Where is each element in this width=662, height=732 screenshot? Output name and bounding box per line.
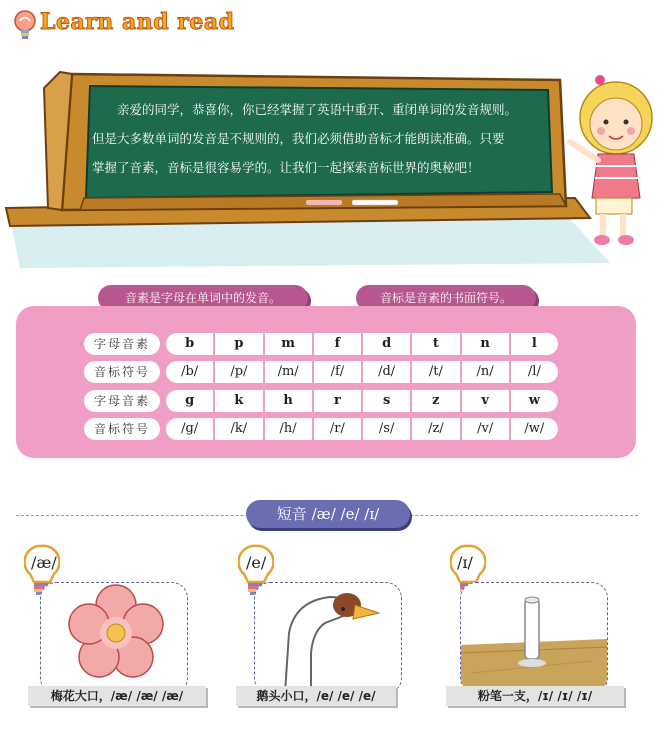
- table-row: [166, 418, 558, 440]
- phoneme-definition-pill: 音素是字母在单词中的发音。: [98, 285, 308, 311]
- row-label: 字母音素: [84, 390, 160, 412]
- table-cell: /s/: [363, 418, 412, 440]
- row-label: 字母音素: [84, 333, 160, 355]
- table-cell: r: [314, 390, 363, 412]
- table-cell: n: [462, 333, 511, 355]
- phoneme-symbol: /æ/: [31, 553, 57, 572]
- phoneme-caption: 粉笔一支，/ɪ/ /ɪ/ /ɪ/: [446, 686, 624, 706]
- table-row: [166, 333, 558, 355]
- phoneme-card: [254, 582, 402, 694]
- phoneme-card: [460, 582, 608, 694]
- chalk-image: [461, 583, 607, 693]
- table-cell: d: [363, 333, 412, 355]
- chalkboard-text: [92, 95, 560, 182]
- table-cell: /r/: [314, 418, 363, 440]
- phoneme-card: [40, 582, 188, 694]
- section-title: 短音 /æ/ /e/ /ɪ/: [246, 500, 410, 528]
- table-row: [166, 390, 558, 412]
- table-cell: v: [462, 390, 511, 412]
- lightbulb-icon: [12, 10, 38, 40]
- table-cell: p: [215, 333, 264, 355]
- table-cell: t: [412, 333, 461, 355]
- table-cell: /t/: [412, 361, 461, 383]
- board-line: 亲爱的同学，恭喜你，你已经掌握了英语中重开、重闭单词的发音规则。: [117, 102, 518, 117]
- table-cell: /m/: [265, 361, 314, 383]
- table-cell: /d/: [363, 361, 412, 383]
- table-cell: /l/: [527, 364, 541, 379]
- table-cell: z: [412, 390, 461, 412]
- phoneme-caption: 鹅头小口，/e/ /e/ /e/: [236, 686, 396, 706]
- table-cell: /p/: [215, 361, 264, 383]
- table-cell: w: [528, 393, 540, 408]
- table-cell: /g/: [166, 418, 215, 440]
- table-cell: s: [363, 390, 412, 412]
- table-cell: g: [166, 390, 215, 412]
- phoneme-symbol: /e/: [246, 553, 267, 572]
- table-cell: /b/: [166, 361, 215, 383]
- table-cell: b: [166, 333, 215, 355]
- table-cell: h: [265, 390, 314, 412]
- table-cell: /h/: [265, 418, 314, 440]
- page-title: Learn and read: [40, 9, 235, 35]
- table-cell: /v/: [462, 418, 511, 440]
- table-cell: /w/: [524, 421, 545, 436]
- table-cell: /f/: [314, 361, 363, 383]
- table-cell: /n/: [462, 361, 511, 383]
- plum-blossom-image: [41, 583, 187, 693]
- board-line: 掌握了音素，音标是很容易学的。让我们一起探索音标世界的奥秘吧！: [92, 160, 480, 175]
- row-label: 音标符号: [84, 361, 160, 383]
- table-cell: m: [265, 333, 314, 355]
- table-cell: /k/: [215, 418, 264, 440]
- table-cell: /z/: [412, 418, 461, 440]
- board-line: 但是大多数单词的发音是不规则的，我们必须借助音标才能朗读准确。只要: [92, 131, 505, 146]
- table-cell: l: [531, 336, 537, 351]
- goose-head-image: [255, 583, 401, 693]
- phoneme-caption: 梅花大口，/æ/ /æ/ /æ/: [28, 686, 206, 706]
- phonetic-symbol-definition-pill: 音标是音素的书面符号。: [356, 285, 536, 311]
- row-label: 音标符号: [84, 418, 160, 440]
- table-row: [166, 361, 558, 383]
- table-cell: k: [215, 390, 264, 412]
- table-cell: f: [314, 333, 363, 355]
- phoneme-symbol: /ɪ/: [457, 553, 473, 572]
